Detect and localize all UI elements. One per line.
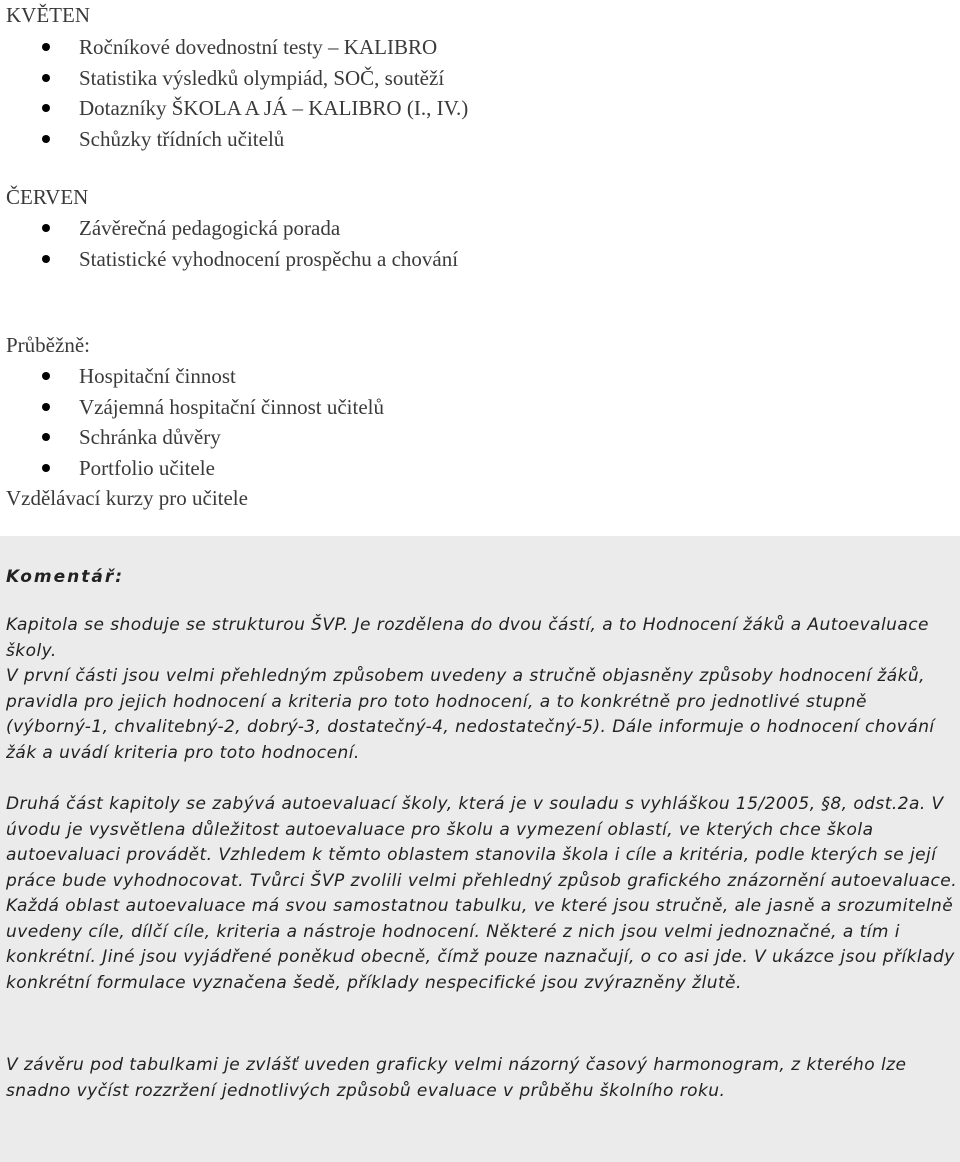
- bullet-icon: [42, 135, 50, 143]
- comment-paragraph: V závěru pod tabulkami je zvlášť uveden graficky velmi názorný časový harmonogram, z kterého lze snadno vyčíst rozzržení jednotlivých způsobů evaluace v průběhu školního roku.: [6, 1055, 907, 1101]
- list-item: Schůzky třídních učitelů: [0, 124, 468, 155]
- bullet-icon: [42, 464, 50, 472]
- kveten-list: [0, 32, 468, 154]
- list-item: Dotazníky ŠKOLA A JÁ – KALIBRO (I., IV.): [0, 93, 468, 124]
- bullet-icon: [42, 43, 50, 51]
- section-heading-cerven: ČERVEN: [6, 185, 89, 209]
- cerven-list: [0, 213, 458, 274]
- comment-paragraph: V první části jsou velmi přehledným způsobem uvedeny a stručně objasněny způsoby hodnocení žáků, pravidla pro jejich hodnocení a kriteria pro toto hodnocení, a to konkrétně pro jednotlivé stupně (výborný-1, chvalitebný-2, dobrý-3, dostatečný-4, nedostatečný-5). Dále informuje o hodnocení chování žák a uvádí kriteria pro toto hodnocení.: [6, 666, 935, 763]
- list-item: Portfolio učitele: [0, 453, 384, 484]
- list-item: Statistika výsledků olympiád, SOČ, soutěží: [0, 63, 468, 94]
- bullet-icon: [42, 372, 50, 380]
- bullet-icon: [42, 104, 50, 112]
- list-item: Ročníkové dovednostní testy – KALIBRO: [0, 32, 468, 63]
- comment-paragraph: Kapitola se shoduje se strukturou ŠVP. Je rozdělena do dvou částí, a to Hodnocení žáků a Autoevaluace školy.: [6, 615, 929, 661]
- bullet-icon: [42, 403, 50, 411]
- list-item: Statistické vyhodnocení prospěchu a chování: [0, 244, 458, 275]
- list-item: Schránka důvěry: [0, 422, 384, 453]
- list-item: Hospitační činnost: [0, 361, 384, 392]
- comment-label: Komentář:: [6, 567, 125, 587]
- list-item: Závěrečná pedagogická porada: [0, 213, 458, 244]
- extra-line: Vzdělávací kurzy pro učitele: [6, 486, 248, 510]
- section-heading-kveten: KVĚTEN: [6, 3, 90, 27]
- prubezne-list: [0, 361, 384, 483]
- section-heading-prubezne: Průběžně:: [6, 333, 90, 357]
- bullet-icon: [42, 74, 50, 82]
- comment-paragraph: Druhá část kapitoly se zabývá autoevaluací školy, která je v souladu s vyhláškou 15/2005, §8, odst.2a. V úvodu je vysvětlena důležitost autoevaluace pro školu a vymezení oblastí, ve kterých chce škola autoevaluaci provádět. Vzhledem k těmto oblastem stanovila škola i cíle a kritéria, podle kterých se její práce bude vyhodnocovat. Tvůrci ŠVP zvolili velmi přehledný způsob grafického znázornění autoevaluace. Každá oblast autoevaluace má svou samostatnou tabulku, ve které jsou stručně, ale jasně a srozumitelně uvedeny cíle, dílčí cíle, kriteria a nástroje hodnocení. Některé z nich jsou velmi jednoznačné, a tím i konkrétní. Jiné jsou vyjádřené poněkud obecně, čímž pouze naznačují, o co asi jde. V ukázce jsou příklady konkrétní formulace vyznačena šedě, příklady nespecifické jsou zvýrazněny žlutě.: [6, 794, 958, 993]
- list-item: Vzájemná hospitační činnost učitelů: [0, 392, 384, 423]
- bullet-icon: [42, 224, 50, 232]
- bullet-icon: [42, 433, 50, 441]
- bullet-icon: [42, 255, 50, 263]
